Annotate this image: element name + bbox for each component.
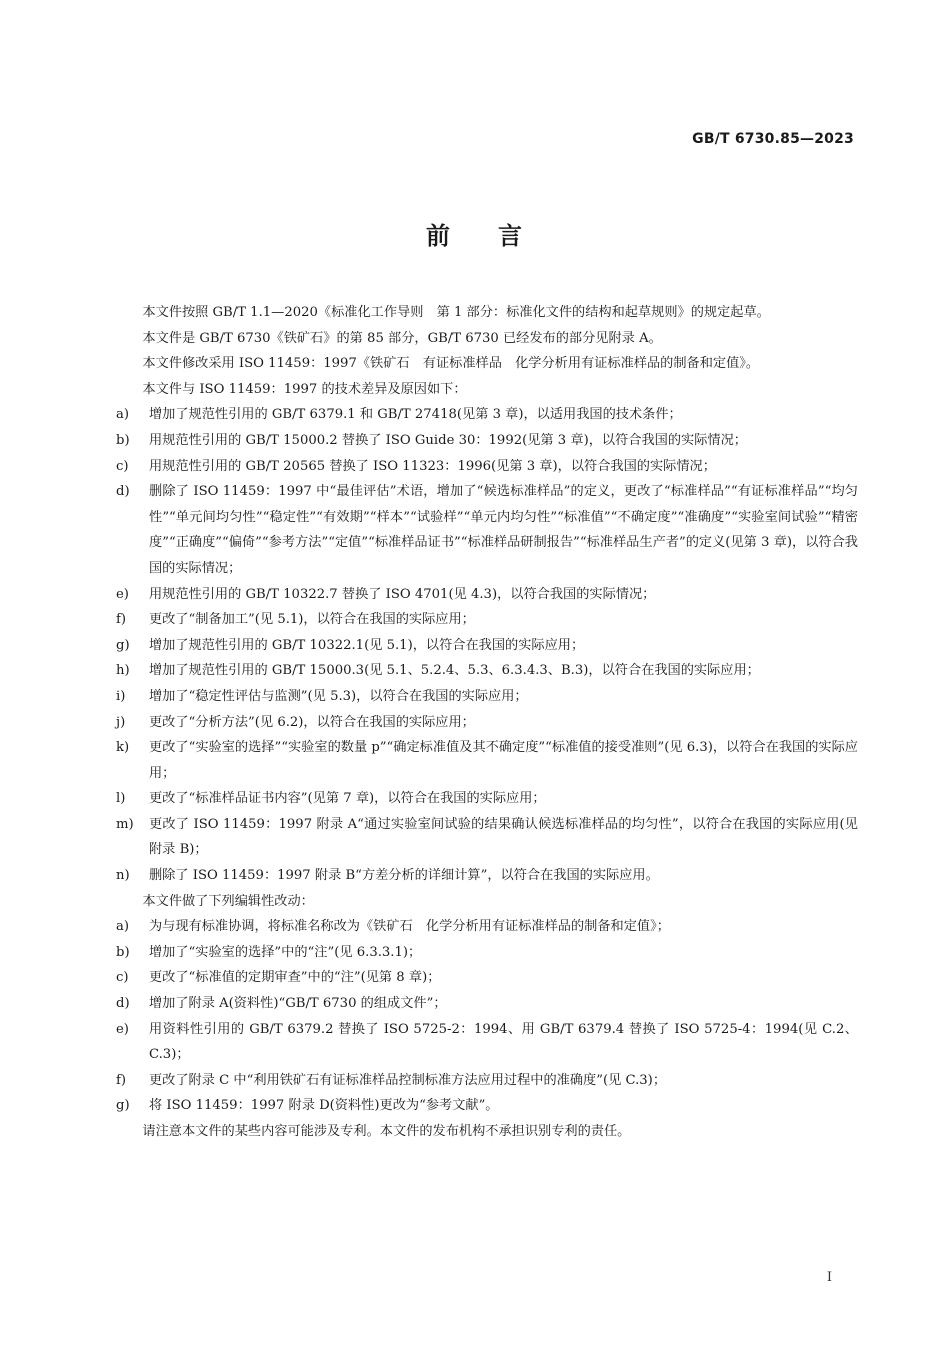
list-text: 增加了规范性引用的 GB/T 15000.3(见 5.1、5.2.4、5.3、6.3.4.3、B.3)，以符合在我国的实际应用；: [149, 663, 760, 679]
list-text: 用规范性引用的 GB/T 15000.2 替换了 ISO Guide 30：1992(见第 3 章)，以符合我国的实际情况；: [149, 432, 747, 448]
editorial-change-list: [116, 914, 858, 1119]
list-text: 删除了 ISO 11459：1997 中“最佳评估”术语，增加了“候选标准样品”的定义，更改了“标准样品”“有证标准样品”“均匀性”“单元间均匀性”“稳定性”“有效期”“样本”“试验样”“单元内均匀性”“标准值”“不确定度”“准确度”“实验室间试验”“精密度”“正确度”“偏倚”“参考方法”“定值”“标准样品证书”“标准样品研制报告”“标准样品生产者”的定义(见第 3 章)，以符合我国的实际情况；: [149, 484, 858, 576]
list-text: 增加了规范性引用的 GB/T 6379.1 和 GB/T 27418(见第 3 章)，以适用我国的技术条件；: [149, 407, 682, 423]
list-marker: d): [116, 484, 130, 500]
list-item: [116, 914, 858, 940]
paragraph-tech-diff-intro: 本文件与 ISO 11459：1997 的技术差异及原因如下：: [142, 381, 467, 397]
list-text: 更改了“标准样品证书内容”(见第 7 章)，以符合在我国的实际应用；: [149, 791, 546, 807]
paragraph-series-part: 本文件是 GB/T 6730《铁矿石》的第 85 部分，GB/T 6730 已经发布的部分见附录 A。: [142, 330, 662, 346]
page-number: I: [826, 1270, 832, 1285]
foreword-body: [116, 300, 858, 1145]
list-item: [116, 1068, 858, 1094]
list-text: 为与现有标准协调，将标准名称改为《铁矿石 化学分析用有证标准样品的制备和定值》；: [149, 919, 670, 935]
list-item: [116, 735, 858, 786]
list-text: 更改了“分析方法”(见 6.2)，以符合在我国的实际应用；: [149, 714, 475, 730]
list-text: 将 ISO 11459：1997 附录 D(资料性)更改为“参考文献”。: [149, 1098, 499, 1114]
list-item: [116, 633, 858, 659]
list-marker: f): [116, 612, 127, 628]
list-marker: h): [116, 663, 130, 679]
list-item: [116, 607, 858, 633]
list-item: [116, 991, 858, 1017]
list-item: [116, 863, 858, 889]
list-item: [116, 940, 858, 966]
list-item: [116, 428, 858, 454]
list-item: [116, 812, 858, 863]
list-marker: g): [116, 1098, 130, 1114]
list-item: [116, 402, 858, 428]
list-item: [116, 965, 858, 991]
list-item: [116, 658, 858, 684]
list-marker: l): [116, 791, 126, 807]
list-item: [116, 1017, 858, 1068]
list-marker: n): [116, 868, 130, 884]
list-text: 用规范性引用的 GB/T 20565 替换了 ISO 11323：1996(见第 3 章)，以符合我国的实际情况；: [149, 458, 716, 474]
list-marker: e): [116, 1021, 129, 1037]
list-text: 用规范性引用的 GB/T 10322.7 替换了 ISO 4701(见 4.3)，以符合我国的实际情况；: [149, 586, 656, 602]
list-marker: k): [116, 740, 130, 756]
tech-diff-list: [116, 402, 858, 888]
list-item: [116, 710, 858, 736]
title-char-1: 前: [426, 222, 452, 250]
list-text: 更改了“标准值的定期审查”中的“注”(见第 8 章)；: [149, 970, 441, 986]
list-item: [116, 479, 858, 581]
list-marker: a): [116, 407, 130, 423]
list-text: 更改了“实验室的选择”“实验室的数量 p”“确定标准值及其不确定度”“标准值的接受准则”(见 6.3)，以符合在我国的实际应用；: [149, 740, 858, 781]
list-item: [116, 582, 858, 608]
list-marker: i): [116, 688, 126, 704]
paragraph-patent-notice: 请注意本文件的某些内容可能涉及专利。本文件的发布机构不承担识别专利的责任。: [142, 1124, 631, 1139]
list-text: 增加了规范性引用的 GB/T 10322.1(见 5.1)，以符合在我国的实际应用；: [149, 637, 585, 653]
list-item: [116, 786, 858, 812]
list-text: 用资料性引用的 GB/T 6379.2 替换了 ISO 5725-2：1994、用 GB/T 6379.4 替换了 ISO 5725-4：1994(见 C.2、C.3)；: [149, 1021, 858, 1063]
list-marker: a): [116, 919, 130, 935]
list-text: 更改了“制备加工”(见 5.1)，以符合在我国的实际应用；: [149, 612, 475, 628]
list-text: 增加了“实验室的选择”中的“注”(见 6.3.3.1)；: [149, 944, 422, 960]
list-marker: c): [116, 458, 129, 474]
list-marker: g): [116, 637, 130, 653]
list-marker: e): [116, 586, 129, 602]
list-text: 增加了“稳定性评估与监测”(见 5.3)，以符合在我国的实际应用；: [149, 688, 528, 704]
list-marker: c): [116, 970, 129, 986]
list-marker: m): [116, 816, 134, 832]
list-text: 更改了附录 C 中“利用铁矿石有证标准样品控制标准方法应用过程中的准确度”(见 C.3)；: [149, 1072, 667, 1088]
paragraph-iso-adoption: 本文件修改采用 ISO 11459：1997《铁矿石 有证标准样品 化学分析用有证标准样品的制备和定值》。: [142, 356, 760, 372]
paragraph-drafting-rules: 本文件按照 GB/T 1.1—2020《标准化工作导则 第 1 部分：标准化文件的结构和起草规则》的规定起草。: [142, 305, 770, 320]
list-text: 更改了 ISO 11459：1997 附录 A“通过实验室间试验的结果确认候选标准样品的均匀性”，以符合在我国的实际应用(见附录 B)；: [149, 816, 858, 858]
list-text: 增加了附录 A(资料性)“GB/T 6730 的组成文件”；: [149, 996, 447, 1012]
list-marker: d): [116, 996, 130, 1012]
list-item: [116, 454, 858, 480]
list-item: [116, 1093, 858, 1119]
list-text: 删除了 ISO 11459：1997 附录 B“方差分析的详细计算”，以符合在我国的实际应用。: [149, 868, 659, 884]
list-marker: j): [116, 714, 126, 730]
title-char-2: 言: [498, 222, 524, 250]
list-item: [116, 684, 858, 710]
paragraph-editorial-intro: 本文件做了下列编辑性改动：: [142, 893, 314, 909]
list-marker: b): [116, 432, 130, 448]
document-code: GB/T 6730.85—2023: [692, 131, 854, 147]
list-marker: f): [116, 1072, 127, 1088]
list-marker: b): [116, 944, 130, 960]
page-title: [0, 216, 950, 251]
